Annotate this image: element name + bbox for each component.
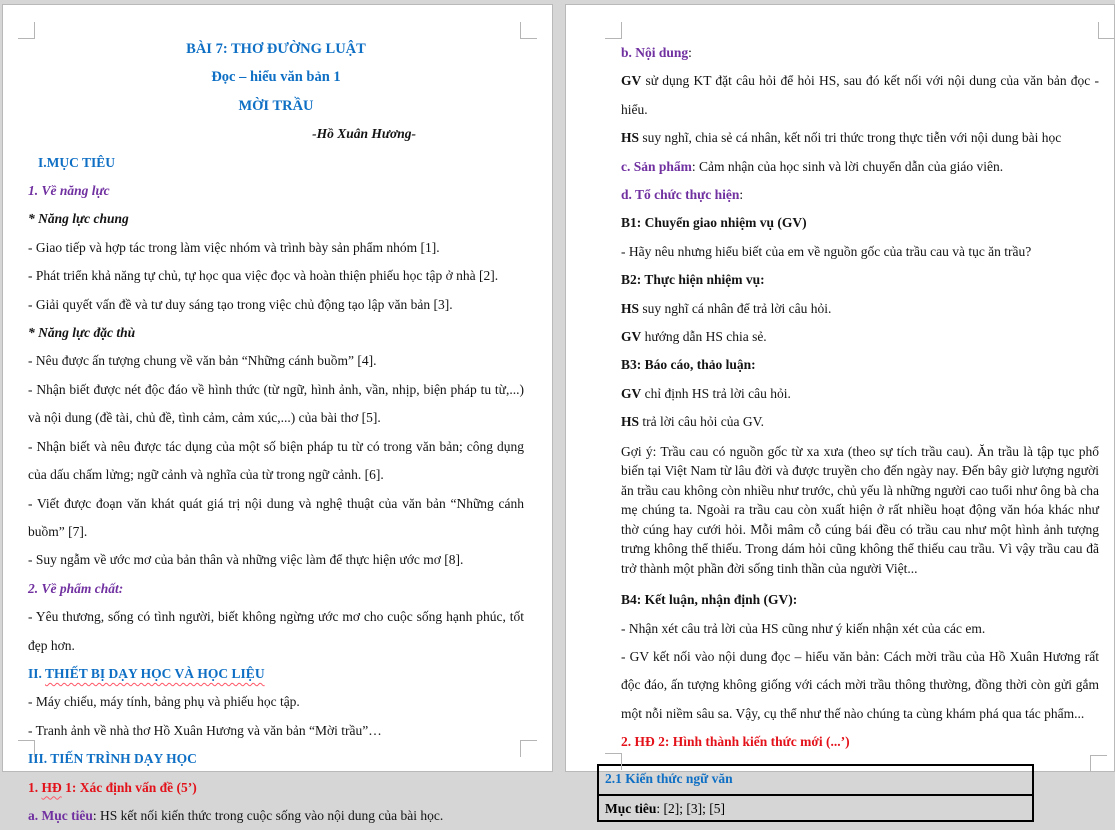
paragraph-nhan-xet: - Nhận xét câu trả lời của HS cũng như ý kiến nhận xét của các em. [621, 620, 986, 636]
to-chuc-label: d. Tổ chức thực hiện [621, 187, 740, 203]
hd1-numeral: 1. [28, 779, 42, 795]
step-b2: B2: Thực hiện nhiệm vụ: [621, 272, 765, 288]
hd1-abbrev: HĐ [41, 779, 62, 795]
paragraph-nhan-biet-2: - Nhận biết và nêu được tác dụng của một số biện pháp tu từ có trong văn bản; công dụng của dấu chấm lửng; ngữ cảnh và nghĩa của từ trong ngữ cảnh. [6]. [28, 438, 524, 483]
to-chuc-colon: : [739, 187, 744, 203]
heading-hoat-dong-2: 2. HĐ 2: Hình thành kiến thức mới (...’) [621, 734, 850, 750]
gv-huong-dan-text: hướng dẫn HS chia sẻ. [641, 329, 767, 345]
heading-ve-nang-luc: 1. Về năng lực [28, 183, 110, 199]
hs-tra-loi-text: trả lời câu hỏi của GV. [639, 414, 764, 430]
hs-label: HS [621, 300, 640, 316]
paragraph-hs-tra-loi [621, 408, 1099, 436]
paragraph-tranh-anh: - Tranh ảnh về nhà thơ Hồ Xuân Hương và văn bản “Mời trầu”… [28, 722, 382, 738]
heading-tien-trinh: III. TIẾN TRÌNH DẠY HỌC [28, 751, 197, 767]
muc-tieu-label: a. Mục tiêu [28, 807, 93, 823]
table-row [598, 765, 1033, 795]
heading-muc-tieu: I.MỤC TIÊU [38, 154, 116, 170]
margin-corner-mark [605, 22, 622, 39]
heading-nang-luc-chung: * Năng lực chung [28, 211, 129, 227]
heading-thiet-bi-text: THIẾT BỊ DẠY HỌC VÀ HỌC LIỆU [45, 665, 265, 681]
step-b1: B1: Chuyển giao nhiệm vụ (GV) [621, 215, 807, 231]
heading-ve-pham-chat: 2. Về phẩm chất: [28, 580, 124, 596]
lesson-title: BÀI 7: THƠ ĐƯỜNG LUẬT [186, 41, 366, 57]
margin-corner-mark [1090, 755, 1107, 772]
paragraph-gv-su-dung [621, 67, 1099, 124]
text-title: MỜI TRẦU [238, 97, 314, 114]
lesson-subtitle: Đọc – hiểu văn bản 1 [211, 69, 341, 86]
margin-corner-mark [605, 753, 622, 770]
margin-corner-mark [520, 740, 537, 757]
table-cell-kien-thuc: 2.1 Kiến thức ngữ văn [598, 765, 1033, 795]
paragraph-gv-ket-noi: - GV kết nối vào nội dung đọc – hiểu văn bản: Cách mời trầu của Hồ Xuân Hương rất độc đáo, ấn tượng không giống với cách mời trầu thông thường, đồng thời còn gửi gắm một nỗi niềm sâu sa. Vậy, cụ thể như thế nào chúng ta cùng khám phá qua tác phẩm... [621, 649, 1099, 721]
paragraph-suy-ngam: - Suy ngẫm về ước mơ của bản thân và những việc làm để thực hiện ước mơ [8]. [28, 552, 464, 568]
margin-corner-mark [1098, 22, 1115, 39]
table-row [598, 795, 1033, 821]
paragraph-giai-quyet: - Giải quyết vấn đề và tư duy sáng tạo trong việc chủ động tạo lập văn bản [3]. [28, 296, 453, 312]
gv-label: GV [621, 385, 642, 401]
muc-tieu-text: : HS kết nối kiến thức trong cuộc sống vào nội dung của bài học. [92, 807, 444, 823]
hd1-text: 1: Xác định vấn đề (5’) [61, 779, 197, 795]
gv-label: GV [621, 73, 642, 89]
heading-san-pham [621, 153, 1099, 181]
step-b4: B4: Kết luận, nhận định (GV): [621, 592, 798, 608]
muc-tieu-table-text: : [2]; [3]; [5] [656, 800, 725, 816]
paragraph-hs-ca-nhan [621, 295, 1099, 323]
hs-ca-nhan-text: suy nghĩ cá nhân để trả lời câu hỏi. [639, 300, 832, 316]
paragraph-hay-neu: - Hãy nêu nhưng hiểu biết của em về nguồn gốc của trầu cau và tục ăn trầu? [621, 243, 1032, 259]
muc-tieu-table-label: Mục tiêu [605, 800, 657, 816]
san-pham-label: c. Sản phẩm [621, 158, 692, 174]
step-b3: B3: Báo cáo, thảo luận: [621, 357, 756, 373]
author-line: -Hồ Xuân Hương- [312, 126, 416, 142]
paragraph-giao-tiep: - Giao tiếp và hợp tác trong làm việc nhóm và trình bày sản phẩm nhóm [1]. [28, 239, 440, 255]
san-pham-text: : Cảm nhận của học sinh và lời chuyển dẫn của giáo viên. [691, 158, 1004, 174]
noi-dung-label: b. Nội dung [621, 45, 689, 60]
heading-hoat-dong-1 [28, 774, 524, 802]
hs-suy-nghi-text: suy nghĩ, chia sẻ cá nhân, kết nối tri thức trong thực tiễn với nội dung bài học [639, 130, 1062, 146]
margin-corner-mark [18, 22, 35, 39]
heading-noi-dung [621, 39, 1099, 67]
noi-dung-colon: : [688, 45, 692, 60]
table-cell-muc-tieu [598, 795, 1033, 821]
paragraph-hs-suy-nghi [621, 124, 1099, 152]
paragraph-viet-duoc: - Viết được đoạn văn khát quát giá trị nội dung và nghệ thuật của văn bản “Những cánh buồm” [7]. [28, 495, 524, 539]
paragraph-goi-y: Gợi ý: Trầu cau có nguồn gốc từ xa xưa (theo sự tích trầu cau). Ăn trầu là tập tục phổ biến tại Việt Nam từ lâu đời và được truyền cho đến ngày nay. Đến bây giờ lượng người ăn trầu cau không còn nhiều như trước, chủ yếu là những người cao tuổi như ông bà cha mẹ chúng ta. Ngoài ra trầu cau còn xuất hiện ở rất nhiều hoạt động văn hóa khác như thờ cúng hay cưới hỏi. Mỗi mâm cỗ cúng bái đều có trầu cau như một hình ảnh tượng trưng không thể thiếu. Trong dám hỏi cũng không thể thiếu cau trầu. Vì vậy trầu cau đã trở thành một phần đời sống tinh thần của người Việt... [621, 443, 1099, 576]
kien-thuc-table [597, 764, 1034, 822]
paragraph-phat-trien: - Phát triển khả năng tự chủ, tự học qua việc đọc và hoàn thiện phiếu học tập ở nhà [2]. [28, 268, 499, 284]
paragraph-gv-huong-dan [621, 323, 1099, 351]
paragraph-neu-duoc: - Nêu được ấn tượng chung về văn bản “Những cánh buồm” [4]. [28, 353, 377, 369]
heading-thiet-bi-numeral: II. [28, 665, 46, 681]
paragraph-gv-chi-dinh [621, 380, 1099, 408]
hs-label: HS [621, 130, 640, 146]
gv-chi-dinh-text: chỉ định HS trả lời câu hỏi. [641, 385, 791, 401]
margin-corner-mark [520, 22, 537, 39]
hs-label: HS [621, 414, 640, 430]
document-page-right [565, 4, 1115, 816]
paragraph-muc-tieu-a [28, 802, 524, 830]
gv-label: GV [621, 329, 642, 345]
margin-corner-mark [18, 740, 35, 757]
paragraph-may-chieu: - Máy chiếu, máy tính, bảng phụ và phiếu học tập. [28, 694, 300, 710]
document-page-left [2, 4, 553, 823]
heading-thiet-bi [28, 660, 524, 688]
heading-nang-luc-dac-thu: * Năng lực đặc thù [28, 325, 136, 341]
paragraph-nhan-biet-1: - Nhận biết được nét độc đáo về hình thức (từ ngữ, hình ảnh, vần, nhịp, biện pháp tu từ,...) và nội dung (đề tài, chủ đề, tình cảm, cảm xúc,...) của bài thơ [5]. [28, 381, 524, 426]
paragraph-yeu-thuong: - Yêu thương, sống có tình người, biết không ngừng ước mơ cho cuộc sống hạnh phúc, tốt đẹp hơn. [28, 609, 524, 653]
gv-su-dung-text: sử dụng KT đặt câu hỏi để hỏi HS, sau đó kết nối với nội dung của văn bản đọc - hiểu. [621, 73, 1099, 117]
heading-to-chuc [621, 181, 1099, 209]
